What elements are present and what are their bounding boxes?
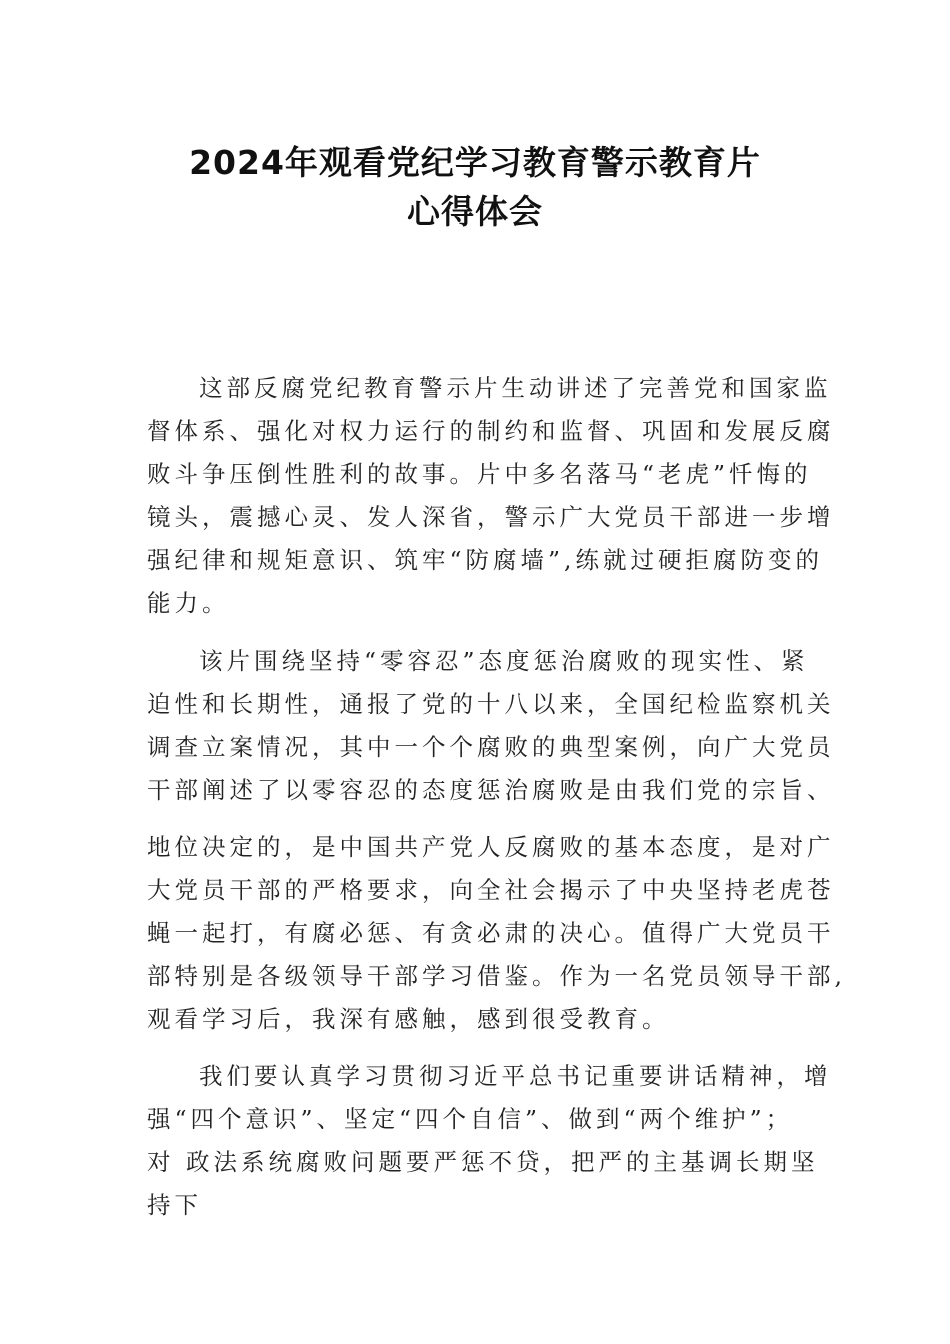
paragraph-2-line-4: 干部阐述了以零容忍的态度惩治腐败是由我们党的宗旨、 (147, 776, 835, 804)
paragraph-1-line-4: 镜头，震撼心灵、发人深省，警示广大党员干部进一步增 (147, 503, 835, 531)
paragraph-1-line-3: 败斗争压倒性胜利的故事。片中多名落马“老虎”忏悔的 (147, 460, 812, 488)
paragraph-3-line-3: 对 政法系统腐败问题要严惩不贷，把严的主基调长期坚 (147, 1148, 819, 1176)
paragraph-2-line-7: 蝇一起打，有腐必惩、有贪必肃的决心。值得广大党员干 (147, 919, 835, 947)
paragraph-3-line-1: 我们要认真学习贯彻习近平总书记重要讲话精神，增 (199, 1062, 832, 1090)
title-line-1: 2024年观看党纪学习教育警示教育片 (189, 143, 761, 182)
paragraph-2-line-2: 迫性和长期性，通报了党的十八以来，全国纪检监察机关 (147, 690, 835, 718)
paragraph-1-line-1: 这部反腐党纪教育警示片生动讲述了完善党和国家监 (199, 374, 832, 402)
paragraph-2-line-5: 地位决定的，是中国共产党人反腐败的基本态度，是对广 (147, 833, 835, 861)
paragraph-2-line-6: 大党员干部的严格要求，向全社会揭示了中央坚持老虎苍 (147, 876, 835, 904)
paragraph-1-line-5: 强纪律和规矩意识、筑牢“防腐墙”,练就过硬拒腐防变的 (147, 546, 823, 574)
paragraph-2-line-8: 部特别是各级领导干部学习借鉴。作为一名党员领导干部, (147, 962, 846, 990)
paragraph-2-line-3: 调查立案情况，其中一个个腐败的典型案例，向广大党员 (147, 733, 835, 761)
paragraph-3-line-4: 持下 (147, 1191, 202, 1219)
paragraph-3-line-2: 强“四个意识”、坚定“四个自信”、做到“两个维护”； (147, 1105, 794, 1133)
paragraph-2-line-1: 该片围绕坚持“零容忍”态度惩治腐败的现实性、紧 (199, 647, 809, 675)
paragraph-1-line-2: 督体系、强化对权力运行的制约和监督、巩固和发展反腐 (147, 417, 835, 445)
document-title (0, 138, 950, 236)
paragraph-1-line-6: 能力。 (147, 589, 230, 617)
title-line-2: 心得体会 (407, 192, 543, 231)
paragraph-2-line-9: 观看学习后，我深有感触，感到很受教育。 (147, 1005, 670, 1033)
